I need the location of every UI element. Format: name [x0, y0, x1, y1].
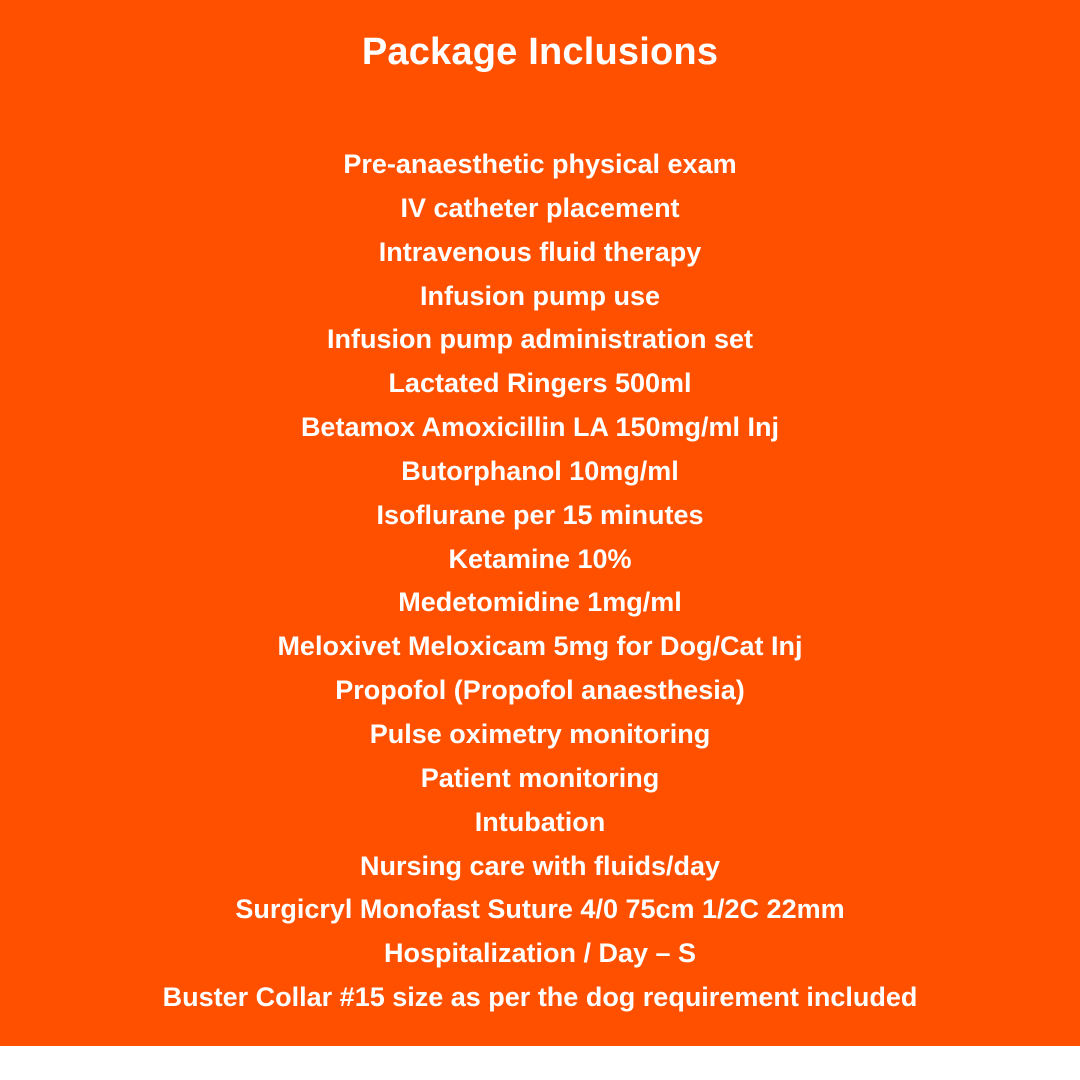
list-item: Meloxivet Meloxicam 5mg for Dog/Cat Inj: [277, 631, 803, 662]
list-item: Infusion pump use: [420, 280, 660, 311]
list-item: Infusion pump administration set: [326, 324, 753, 355]
inclusions-list: [0, 143, 1080, 1020]
page-title: Package Inclusions: [361, 31, 719, 73]
list-item: Butorphanol 10mg/ml: [401, 455, 679, 486]
list-item: Pulse oximetry monitoring: [369, 718, 711, 749]
list-item: Surgicryl Monofast Suture 4/0 75cm 1/2C 22mm: [235, 894, 845, 925]
list-item: Ketamine 10%: [448, 543, 632, 574]
list-item: Medetomidine 1mg/ml: [398, 587, 682, 618]
footer-strip: [0, 1046, 1080, 1080]
list-item: Nursing care with fluids/day: [359, 850, 721, 881]
list-item: IV catheter placement: [400, 192, 680, 223]
list-item: Lactated Ringers 500ml: [388, 368, 692, 399]
list-item: Pre-anaesthetic physical exam: [343, 149, 737, 179]
list-item: Propofol (Propofol anaesthesia): [335, 675, 745, 706]
list-item: Isoflurane per 15 minutes: [376, 499, 704, 530]
list-item: Buster Collar #15 size as per the dog requirement included: [162, 982, 918, 1013]
list-item: Betamox Amoxicillin LA 150mg/ml Inj: [300, 412, 780, 443]
list-item: Intravenous fluid therapy: [378, 236, 702, 267]
list-item: Patient monitoring: [420, 762, 660, 793]
list-item: Hospitalization / Day – S: [383, 938, 697, 969]
list-item: Intubation: [474, 806, 606, 837]
